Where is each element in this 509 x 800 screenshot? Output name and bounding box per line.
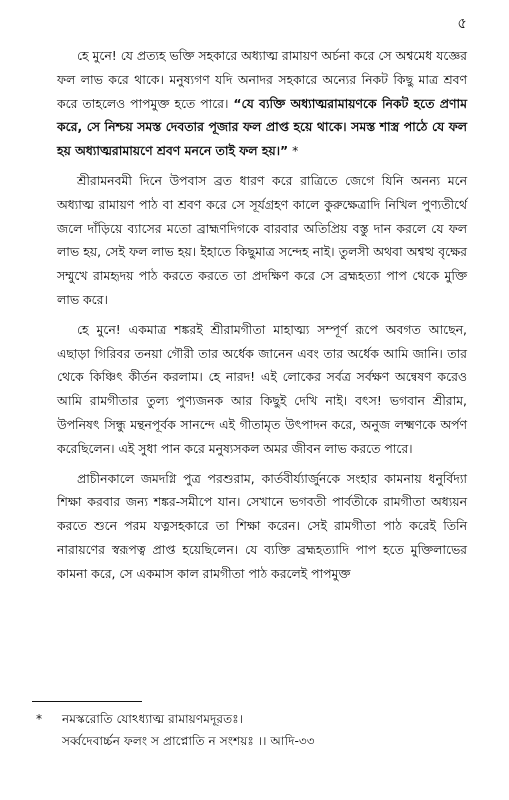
paragraph-2: শ্রীরামনবমী দিনে উপবাস ব্রত ধারণ করে রাত্রিতে জেগে যিনি অনন্য মনে অধ্যাত্ম রামায়ণ পাঠ বা শ্রবণ করে সে সূর্যগ্রহণ কালে কুরুক্ষেত্রাদি নিখিল পুণ্যতীর্থে জলে দাঁড়িয়ে ব্যাসের মতো ব্রাহ্মণদিগকে বারবার অতিপ্রিয় বস্তু দান করলে যে ফল লাভ হয়, সেই ফল লাভ হয়। ইহাতে কিছুমাত্র সন্দেহ নাই। তুলসী অথবা অশ্বত্থ বৃক্ষের সম্মুখে রামহৃদয় পাঠ করতে করতে তা প্রদক্ষিণ করে সে ব্রহ্মহত্যা পাপ থেকে মুক্তি লাভ করে। — [57, 172, 467, 307]
paragraph-1-bold-quote: “যে ব্যক্তি অধ্যাত্মরামায়ণকে নিকট হতে প্রণাম করে, সে নিশ্চয় সমস্ত দেবতার পূজার ফল প্রাপ্ত হয়ে থাকে। সমস্ত শাস্ত্র পাঠে যে ফল হয় অধ্যাত্মরামায়ণে শ্রবণ মননে তাই ফল হয়।” — [57, 95, 467, 159]
footnote-line-2 — [36, 730, 476, 752]
footnote-marker: * — [36, 712, 43, 726]
footnote — [36, 708, 476, 752]
paragraph-4: প্রাচীনকালে জমদগ্নি পুত্র পরশুরাম, কার্তবীর্য্যার্জুনকে সংহার কামনায় ধনুর্বিদ্যা শিক্ষা করবার জন্য শঙ্কর-সমীপে যান। সেখানে ভগবতী পার্বতীকে রামগীতা অধ্যয়ন করতে শুনে পরম যত্নসহকারে তা শিক্ষা করেন। সেই রামগীতা পাঠ করেই তিনি নারায়ণের স্বরূপত্ব প্রাপ্ত হয়েছিলেন। যে ব্যক্তি ব্রহ্মহত্যাদি পাপ হতে মুক্তিলাভের কামনা করে, সে একমাস কাল রামগীতা পাঠ করলেই পাপমুক্ত — [57, 470, 467, 581]
page-number: ৫ — [457, 14, 467, 32]
footnote-verse-1: নমস্করোতি যোঽধ্যাত্ম রামায়ণমদূরতঃ। — [62, 712, 244, 726]
paragraph-1 — [57, 44, 467, 163]
footnote-verse-2: সর্ব্বদেবার্চ্চন ফলং স প্রাপ্নোতি ন সংশয়ঃ ।। আদি-৩৩ — [62, 734, 315, 748]
footnote-reference: * — [288, 143, 299, 159]
footnote-line-1 — [36, 708, 476, 730]
body-text — [57, 44, 467, 592]
footnote-divider — [32, 701, 142, 702]
paragraph-3: হে মুনে! একমাত্র শঙ্করই শ্রীরামগীতা মাহাত্ম্য সম্পূর্ণ রূপে অবগত আছেন, এছাড়া গিরিবর তনয়া গৌরী তার অর্ধেক জানেন এবং তার অর্ধেক আমি জানি। তার থেকে কিঞ্চিৎ কীর্তন করলাম। হে নারদ! এই লোকের সর্বত্র সর্বক্ষণ অন্বেষণ করেও আমি রামগীতার তুল্য পুণ্যজনক আর কিছুই দেখি নাই। বৎস! ভগবান শ্রীরাম, উপনিষৎ সিন্ধু মন্থনপূর্বক সানন্দে এই গীতামৃত উৎপাদন করে, অনুজ লক্ষ্মণকে অর্পণ করেছিলেন। এই সুধা পান করে মনুষ্যসকল অমর জীবন লাভ করতে পারে। — [57, 321, 467, 456]
paragraph-1-intro: হে মুনে! যে প্রত্যহ ভক্তি সহকারে অধ্যাত্ম রামায়ণ অর্চনা করে সে অশ্বমেধ যজ্ঞের ফল লাভ করে থাকে। মনুষ্যগণ যদি অনাদর সহকারে অন্যের নিকট কিছু মাত্র শ্রবণ করে তাহলেও পাপমুক্ত হতে পারে। — [57, 48, 467, 111]
